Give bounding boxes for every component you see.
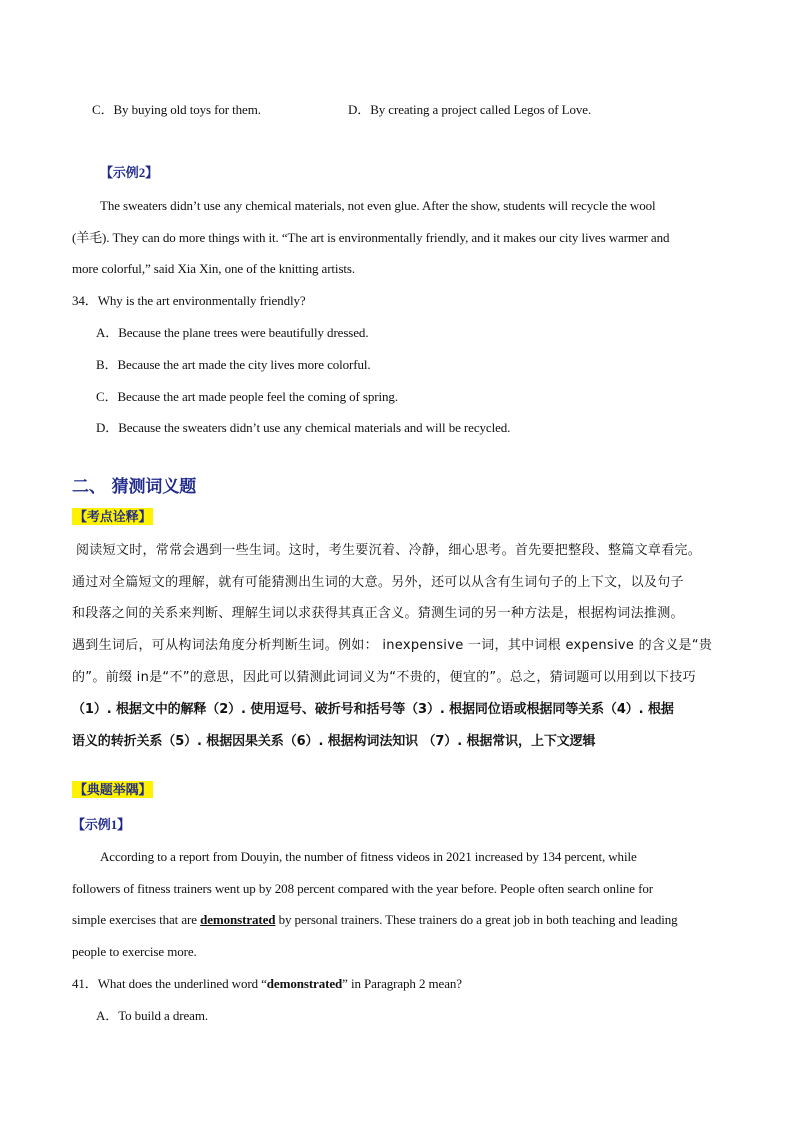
dianti-tag-wrapper <box>72 780 153 800</box>
question-41-before: 41．What does the underlined word “ <box>72 976 267 991</box>
example-2-tag: 【示例2】 <box>100 165 159 180</box>
explain-line-3: 和段落之间的关系来判断、理解生词以求获得其真正含义。猜测生词的另一种方法是，根据构词法推测。 <box>72 606 684 621</box>
explain-line-4: 遇到生词后，可从构词法角度分析判断生词。例如： inexpensive 一词，其中词根 expensive 的含义是“贵 <box>72 638 713 653</box>
example-1-line-3-before: simple exercises that are <box>72 912 201 927</box>
example-1-paragraph-line-2: followers of fitness trainers went up by 208 percent compared with the year before. People often search online for <box>72 881 653 896</box>
example-2-paragraph-line-2: (羊毛). They can do more things with it. “The art is environmentally friendly, and it makes our city lives warmer and <box>72 230 670 245</box>
option-d: D．By creating a project called Legos of Love. <box>348 102 592 117</box>
tips-line-2: 语义的转折关系（5）. 根据因果关系（6）. 根据构词法知识 （7）. 根据常识，上下文逻辑 <box>72 734 596 749</box>
tips-line-1: （1）. 根据文中的解释（2）. 使用逗号、破折号和括号等（3）. 根据同位语或根据同等关系（4）. 根据 <box>72 702 674 717</box>
example-2-paragraph-line-3: more colorful,” said Xia Xin, one of the knitting artists. <box>72 261 356 276</box>
question-34-option-b: B．Because the art made the city lives more colorful. <box>96 357 371 372</box>
question-41-word: demonstrated <box>266 976 343 991</box>
kaodian-tag: 【考点诠释】 <box>74 509 152 524</box>
explain-line-2: 通过对全篇短文的理解，就有可能猜测出生词的大意。另外，还可以从含有生词句子的上下文，以及句子 <box>72 575 684 590</box>
explain-line-1: 阅读短文时，常常会遇到一些生词。这时，考生要沉着、冷静，细心思考。首先要把整段、整篇文章看完。 <box>76 543 702 558</box>
question-34-option-a: A．Because the plane trees were beautifully dressed. <box>96 325 369 340</box>
question-41-option-a: A．To build a dream. <box>96 1008 208 1023</box>
section-heading: 二、 猜测词义题 <box>72 477 197 497</box>
dianti-tag: 【典题举隅】 <box>74 782 152 797</box>
explain-line-5: 的”。前缀 in是“不”的意思，因此可以猜测此词词义为“不贵的，便宜的”。总之，猜词题可以用到以下技巧 <box>72 670 696 685</box>
question-41 <box>72 974 462 994</box>
question-34: 34．Why is the art environmentally friendly? <box>72 293 306 308</box>
example-1-paragraph-line-3 <box>72 910 678 930</box>
kaodian-tag-wrapper <box>72 507 153 527</box>
question-34-option-c: C．Because the art made people feel the coming of spring. <box>96 389 398 404</box>
example-1-line-3-after: by personal trainers. These trainers do a great job in both teaching and leading <box>275 912 678 927</box>
underlined-word: demonstrated <box>200 912 276 927</box>
example-1-paragraph-line-1: According to a report from Douyin, the number of fitness videos in 2021 increased by 134 percent, while <box>100 849 637 864</box>
example-1-paragraph-line-4: people to exercise more. <box>72 944 197 959</box>
question-41-after: ” in Paragraph 2 mean? <box>342 976 462 991</box>
question-34-option-d: D．Because the sweaters didn’t use any chemical materials and will be recycled. <box>96 420 511 435</box>
example-2-paragraph-line-1: The sweaters didn’t use any chemical materials, not even glue. After the show, students will recycle the wool <box>100 198 656 213</box>
example-1-tag: 【示例1】 <box>72 817 131 832</box>
option-c: C．By buying old toys for them. <box>92 102 261 117</box>
